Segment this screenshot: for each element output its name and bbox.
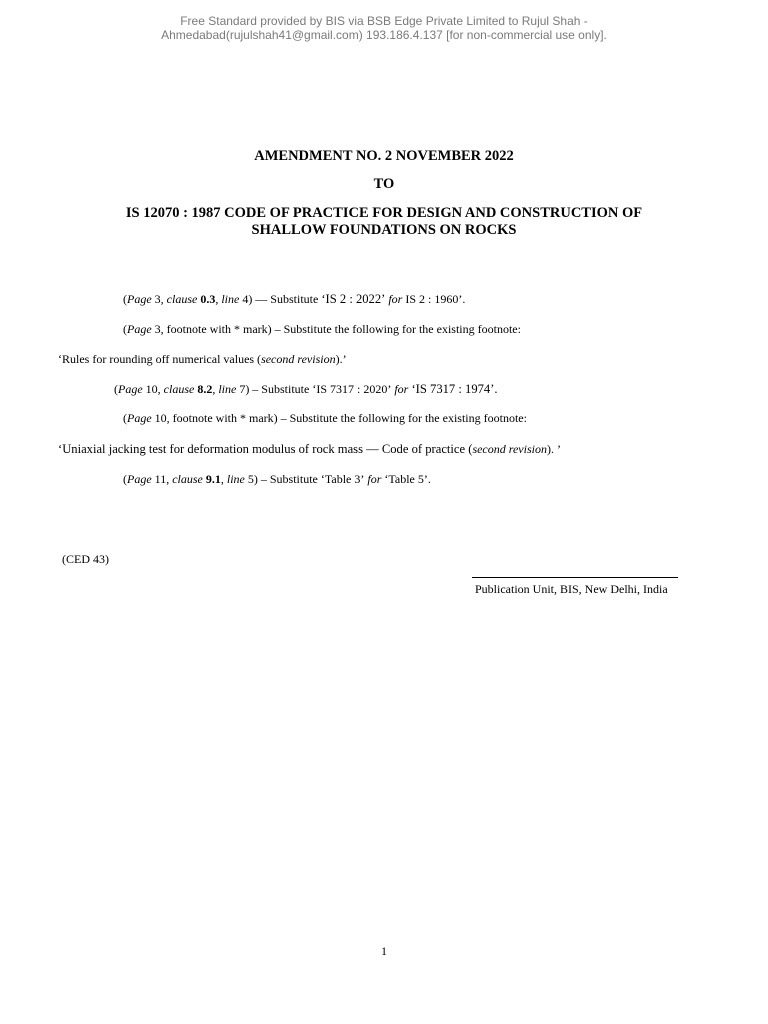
footnote-text-2 <box>58 442 561 456</box>
standard-title-line-1: IS 12070 : 1987 CODE OF PRACTICE FOR DESIGN AND CONSTRUCTION OF <box>125 205 643 221</box>
text-segment: 3, footnote with * mark) – Substitute the following for the existing footnote: <box>151 322 521 336</box>
text-segment: ( <box>123 472 127 486</box>
new-reference: ‘IS 7317 : 2020’ <box>312 382 392 396</box>
text-segment: 5) – Substitute <box>244 472 321 486</box>
standard-title-line-2: SHALLOW FOUNDATIONS ON ROCKS <box>251 222 517 238</box>
text-segment: ( <box>114 382 118 396</box>
for-word: for <box>391 382 409 396</box>
clause-number: 0.3 <box>200 292 216 306</box>
text-segment: ( <box>123 411 127 425</box>
clause-word: clause <box>163 382 195 396</box>
signature-divider <box>472 577 678 578</box>
standard-title <box>0 205 768 239</box>
text-segment: ( <box>123 322 127 336</box>
committee-code: (CED 43) <box>62 552 109 566</box>
text-segment: ). ’ <box>546 442 561 456</box>
text-segment: 3, <box>151 292 167 306</box>
publisher-line: Publication Unit, BIS, New Delhi, India <box>475 582 668 596</box>
watermark <box>0 14 768 42</box>
for-word: for <box>364 472 382 486</box>
clause-number: 9.1 <box>205 472 221 486</box>
revision-italic: second revision <box>261 352 336 366</box>
page-word: Page <box>127 472 152 486</box>
for-word: for <box>385 292 403 306</box>
new-reference: ‘Table 3’ <box>320 472 365 486</box>
amendment-item-4 <box>123 411 527 425</box>
amendment-item-3 <box>114 382 498 396</box>
watermark-line-1: Free Standard provided by BIS via BSB Edge Private Limited to Rujul Shah - <box>180 14 588 28</box>
line-word: line <box>221 292 240 306</box>
page-word: Page <box>127 322 152 336</box>
amendment-item-2 <box>123 322 521 336</box>
amendment-item-5 <box>123 472 431 486</box>
revision-italic: second revision <box>472 442 547 456</box>
old-reference: ‘Table 5’. <box>381 472 431 486</box>
page-word: Page <box>127 292 152 306</box>
line-word: line <box>218 382 237 396</box>
text-segment: 4) — Substitute <box>239 292 322 306</box>
page-word: Page <box>127 411 152 425</box>
text-segment: , <box>215 292 222 306</box>
page-word: Page <box>118 382 143 396</box>
clause-word: clause <box>166 292 198 306</box>
text-segment: 7) – Substitute <box>236 382 313 396</box>
text-segment: ).’ <box>335 352 347 366</box>
text-segment: , <box>212 382 219 396</box>
line-word: line <box>226 472 245 486</box>
amendment-heading: AMENDMENT NO. 2 NOVEMBER 2022 <box>254 148 514 164</box>
text-segment: 10, <box>142 382 164 396</box>
new-reference: ‘IS 2 : 2022’ <box>321 292 386 306</box>
old-reference: IS 2 : 1960’. <box>402 292 466 306</box>
text-segment: 11, <box>151 472 173 486</box>
text-segment: ( <box>123 292 127 306</box>
text-segment: ‘Uniaxial jacking test for deformation modulus of rock mass — Code of practice ( <box>58 442 473 456</box>
clause-word: clause <box>172 472 203 486</box>
watermark-line-2: Ahmedabad(rujulshah41@gmail.com) 193.186.4.137 [for non-commercial use only]. <box>161 28 607 42</box>
page-number: 1 <box>381 944 387 958</box>
footnote-text-1 <box>58 352 347 366</box>
text-segment: 10, footnote with * mark) – Substitute the following for the existing footnote: <box>151 411 527 425</box>
text-segment: , <box>220 472 227 486</box>
amendment-item-1 <box>123 292 465 306</box>
clause-number: 8.2 <box>197 382 213 396</box>
to-heading: TO <box>373 176 395 192</box>
old-reference: ‘IS 7317 : 1974’. <box>408 382 498 396</box>
text-segment: ‘Rules for rounding off numerical values ( <box>58 352 262 366</box>
